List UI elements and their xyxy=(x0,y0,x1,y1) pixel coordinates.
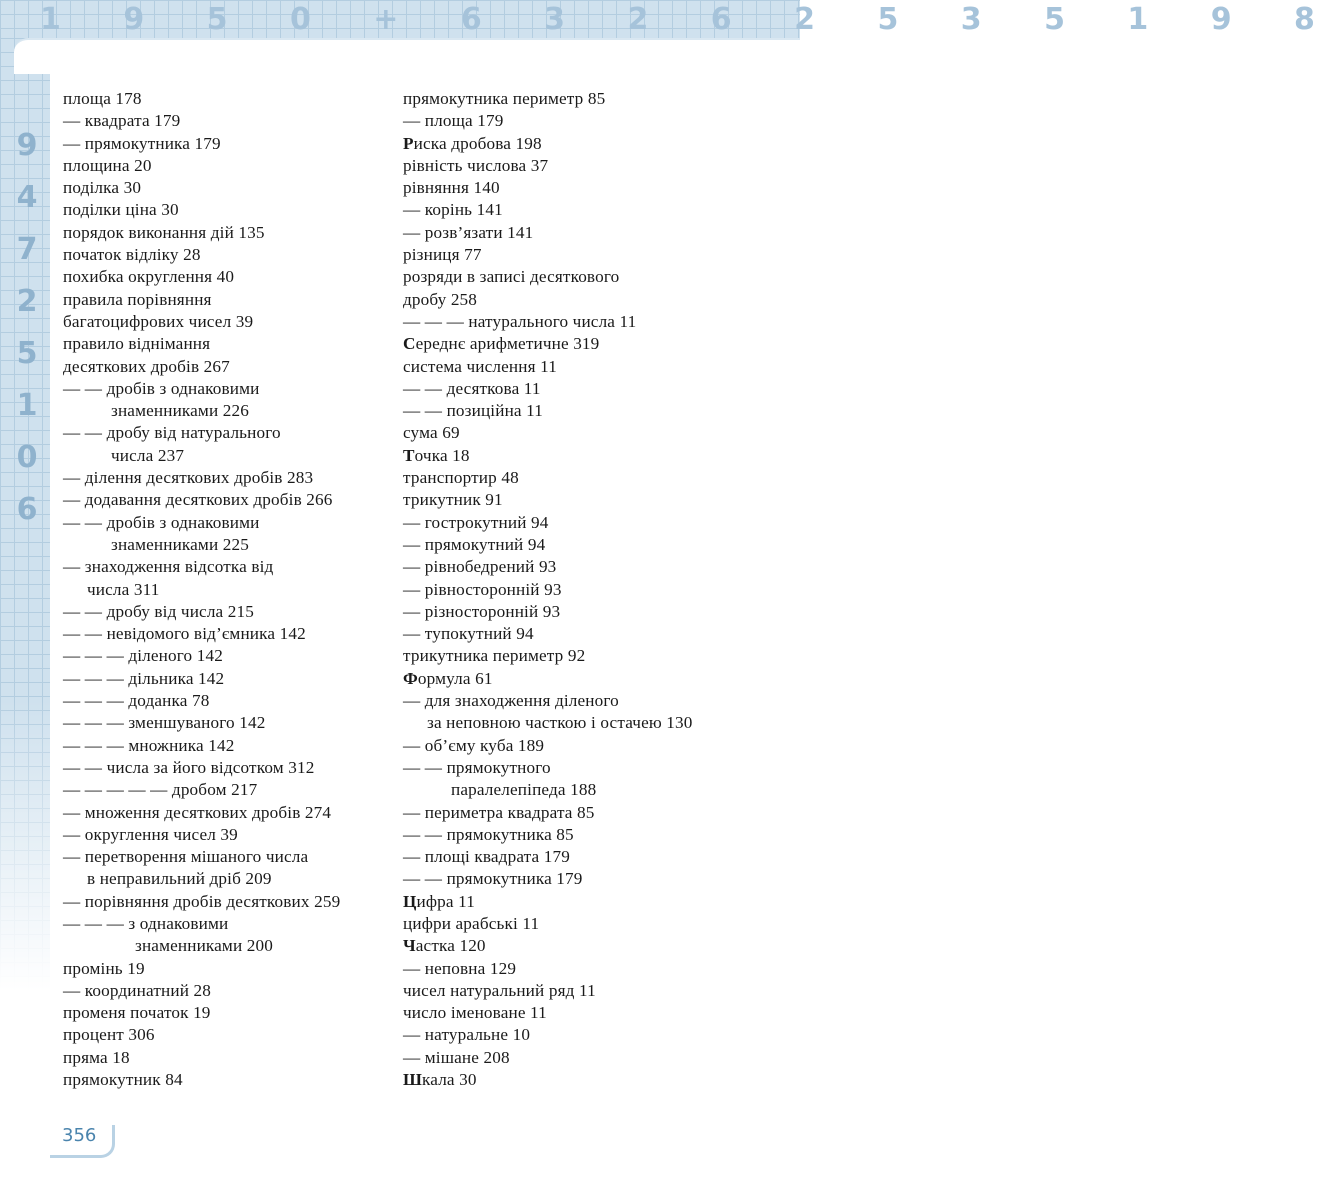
index-entry: розряди в записі десяткового xyxy=(403,267,620,287)
index-entry: — неповна 129 xyxy=(403,958,517,978)
index-entry: — — прямокутника 179 xyxy=(403,869,583,889)
index-entry: система числення 11 xyxy=(403,356,557,376)
index-entry: — — — зменшуваного 142 xyxy=(63,713,266,733)
index-entry: — — дробу від натурального xyxy=(63,423,281,443)
left-band-fade xyxy=(0,700,50,1185)
index-entry: Риска дробова 198 xyxy=(403,133,542,153)
index-entry: Частка 120 xyxy=(403,936,486,956)
index-entry: площина 20 xyxy=(63,155,152,175)
section-initial-letter: Т xyxy=(403,445,415,465)
index-entry: — рівнобедрений 93 xyxy=(403,557,557,577)
index-entry: сума 69 xyxy=(403,423,460,443)
index-entry: прямокутника периметр 85 xyxy=(403,89,606,108)
index-entry: багатоцифрових чисел 39 xyxy=(63,311,254,331)
side-decorative-digit: 1 xyxy=(16,388,38,423)
index-entry: — — прямокутного xyxy=(403,757,551,777)
index-entry: — периметра квадрата 85 xyxy=(403,802,595,822)
index-entry: — — — натурального числа 11 xyxy=(403,311,637,331)
section-initial-letter: Ш xyxy=(403,1070,423,1090)
index-entry: Точка 18 xyxy=(403,445,470,465)
index-entry: — — числа за його відсотком 312 xyxy=(63,757,315,777)
side-decorative-digit: 0 xyxy=(16,440,38,475)
side-decorative-digit: 5 xyxy=(16,336,38,371)
index-entry: поділки ціна 30 xyxy=(63,200,179,220)
index-entry: — — невідомого від’ємника 142 xyxy=(63,624,306,644)
index-entry: — натуральне 10 xyxy=(403,1025,531,1045)
index-entry: рівняння 140 xyxy=(403,178,500,198)
index-entry: — — позиційна 11 xyxy=(403,401,543,421)
index-entry: знаменниками 200 xyxy=(135,936,273,956)
index-entry: площа 178 xyxy=(63,89,142,108)
side-decorative-digits xyxy=(10,120,44,536)
index-entry: — прямокутний 94 xyxy=(403,534,546,554)
index-entry: процент 306 xyxy=(63,1025,155,1045)
side-decorative-digit: 7 xyxy=(16,232,38,267)
index-entry: чисел натуральний ряд 11 xyxy=(403,980,596,1000)
index-entry: — площа 179 xyxy=(403,111,504,131)
index-entry: — — дробів з однаковими xyxy=(63,512,260,532)
index-entry: — — — дільника 142 xyxy=(63,668,225,688)
index-entry: Цифра 11 xyxy=(403,891,475,911)
side-decorative-digit: 2 xyxy=(16,284,38,319)
header-tab xyxy=(14,38,800,74)
index-entry: — об’єму куба 189 xyxy=(403,735,545,755)
index-entry: трикутника периметр 92 xyxy=(403,646,586,666)
index-entry: — корінь 141 xyxy=(403,200,503,220)
index-entry: знаменниками 226 xyxy=(111,401,249,421)
index-entry: паралелепіпеда 188 xyxy=(451,780,597,800)
index-entry: прямокутник 84 xyxy=(63,1070,183,1090)
index-entry: — додавання десяткових дробів 266 xyxy=(63,490,333,510)
section-initial-letter: С xyxy=(403,334,416,354)
index-entry: — тупокутний 94 xyxy=(403,624,534,644)
top-decorative-digits: 1 9 5 0 + 6 3 2 6 2 5 3 5 1 9 8 xyxy=(40,2,1341,37)
index-entry: — рівносторонній 93 xyxy=(403,579,562,599)
index-entry: початок відліку 28 xyxy=(63,245,201,265)
index-entry: — квадрата 179 xyxy=(63,111,181,131)
index-entry: Середнє арифметичне 319 xyxy=(403,334,600,354)
index-entry: Шкала 30 xyxy=(403,1070,477,1090)
index-entry: — — — — — дробом 217 xyxy=(63,780,258,800)
index-entry: різниця 77 xyxy=(403,245,482,265)
index-entry: рівність числова 37 xyxy=(403,155,549,175)
index-entry: — — дробу від числа 215 xyxy=(63,601,255,621)
index-entry: дробу 258 xyxy=(403,289,478,309)
index-entry: — ділення десяткових дробів 283 xyxy=(63,468,314,488)
index-column-left xyxy=(63,88,397,1091)
index-entry: — мішане 208 xyxy=(403,1047,510,1067)
index-entry: — площі квадрата 179 xyxy=(403,847,570,867)
index-entry: — — десяткова 11 xyxy=(403,378,541,398)
index-entry: Формула 61 xyxy=(403,668,493,688)
index-entry: — гострокутний 94 xyxy=(403,512,549,532)
side-decorative-digit: 4 xyxy=(16,180,38,215)
index-entry: в неправильний дріб 209 xyxy=(87,869,272,889)
index-entry: — — прямокутника 85 xyxy=(403,824,574,844)
index-entry: за неповною часткою і остачею 130 xyxy=(427,713,693,733)
index-entry: — різносторонній 93 xyxy=(403,601,561,621)
index-entry: транспортир 48 xyxy=(403,468,519,488)
index-entry: пряма 18 xyxy=(63,1047,130,1067)
index-entry: — прямокутника 179 xyxy=(63,133,221,153)
section-initial-letter: Ц xyxy=(403,891,417,911)
index-entry: — — — доданка 78 xyxy=(63,691,210,711)
index-entry: промінь 19 xyxy=(63,958,145,978)
index-entry: — для знаходження діленого xyxy=(403,691,619,711)
index-entry: — — — множника 142 xyxy=(63,735,235,755)
index-entry: числа 311 xyxy=(87,579,160,599)
index-entry: — розв’язати 141 xyxy=(403,222,534,242)
section-initial-letter: Ч xyxy=(403,936,416,956)
index-entry: — порівняння дробів десяткових 259 xyxy=(63,891,341,911)
index-entry: — множення десяткових дробів 274 xyxy=(63,802,332,822)
index-entry: цифри арабські 11 xyxy=(403,913,540,933)
index-entry: — округлення чисел 39 xyxy=(63,824,238,844)
index-entry: — — — діленого 142 xyxy=(63,646,223,666)
side-decorative-digit: 6 xyxy=(16,492,38,527)
index-entry: — — — з однаковими xyxy=(63,913,229,933)
index-column-right xyxy=(403,88,795,1091)
section-initial-letter: Р xyxy=(403,133,414,153)
index-entry: — — дробів з однаковими xyxy=(63,378,260,398)
index-entry: числа 237 xyxy=(111,445,185,465)
index-entry: порядок виконання дій 135 xyxy=(63,222,265,242)
index-entry: знаменниками 225 xyxy=(111,534,249,554)
page-number: 356 xyxy=(62,1125,97,1146)
index-entry: трикутник 91 xyxy=(403,490,503,510)
index-entry: — знаходження відсотка від xyxy=(63,557,274,577)
section-initial-letter: Ф xyxy=(403,668,418,688)
index-entry: похибка округлення 40 xyxy=(63,267,235,287)
index-entry: променя початок 19 xyxy=(63,1003,211,1023)
index-entry: правила порівняння xyxy=(63,289,212,309)
index-entry: поділка 30 xyxy=(63,178,142,198)
index-entry: — перетворення мішаного числа xyxy=(63,847,309,867)
index-entry: правило віднімання xyxy=(63,334,211,354)
index-entry: десяткових дробів 267 xyxy=(63,356,230,376)
index-entry: — координатний 28 xyxy=(63,980,211,1000)
side-decorative-digit: 9 xyxy=(16,128,38,163)
index-entry: число іменоване 11 xyxy=(403,1003,547,1023)
